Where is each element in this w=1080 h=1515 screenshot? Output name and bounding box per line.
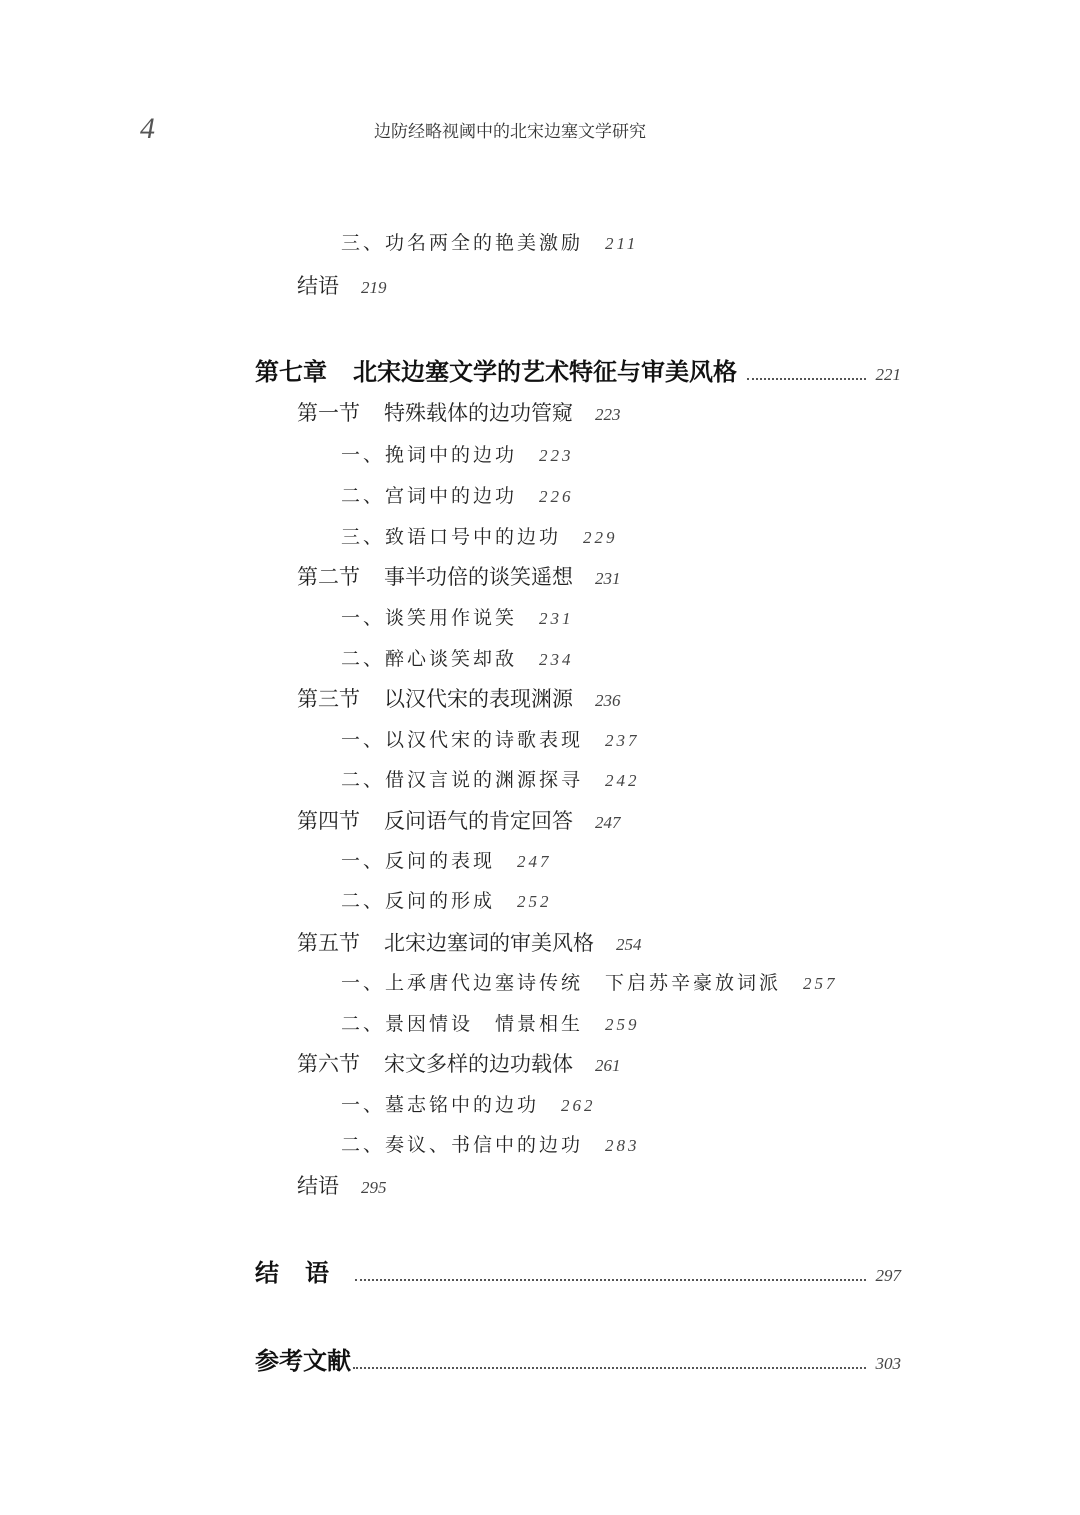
section-page: 236: [595, 691, 621, 710]
toc-item-page: 262: [561, 1096, 596, 1115]
conclusion-title: 结语: [255, 1258, 355, 1287]
section-page: 254: [616, 935, 642, 954]
leader-dots: [353, 1366, 866, 1369]
toc-item-page: 247: [517, 852, 552, 871]
section-page: 261: [595, 1056, 621, 1075]
section-page: 231: [595, 569, 621, 588]
toc-references[interactable]: [255, 1341, 901, 1376]
chapter-number: 第七章: [255, 357, 327, 386]
toc-item-title: 二、景因情设 情景相生: [341, 1013, 584, 1035]
toc-item[interactable]: [341, 228, 638, 255]
toc-item-title: 一、反问的表现: [341, 850, 496, 872]
toc-item-title: 二、奏议、书信中的边功: [341, 1134, 584, 1156]
toc-item[interactable]: [341, 440, 574, 467]
toc-item-title: 一、上承唐代边塞诗传统 下启苏辛豪放词派: [341, 972, 782, 994]
section-title: 以汉代宋的表现渊源: [384, 687, 573, 711]
toc-item-page: 211: [605, 234, 639, 253]
toc-item-title: 二、借汉言说的渊源探寻: [341, 769, 584, 791]
toc-item[interactable]: [341, 644, 574, 671]
toc-item-page: 252: [517, 892, 552, 911]
section-title: 北宋边塞词的审美风格: [384, 931, 594, 955]
section-title: 宋文多样的边功载体: [384, 1052, 573, 1076]
section-number: 第一节: [297, 401, 360, 425]
toc-conclusion[interactable]: [255, 1253, 901, 1288]
toc-section-conclusion[interactable]: [297, 1170, 387, 1200]
toc-item-title: 二、醉心谈笑却敌: [341, 648, 518, 670]
toc-item-page: 223: [539, 446, 574, 465]
section-title: 事半功倍的谈笑遥想: [384, 565, 573, 589]
toc-section[interactable]: [297, 927, 642, 957]
toc-item[interactable]: [341, 968, 838, 995]
section-page: 247: [595, 813, 621, 832]
section-number: 第三节: [297, 687, 360, 711]
section-number: 第二节: [297, 565, 360, 589]
toc-item[interactable]: [341, 1130, 640, 1157]
references-title: 参考文献: [255, 1346, 351, 1375]
section-number: 第六节: [297, 1052, 360, 1076]
section-title: 特殊载体的边功管窥: [384, 401, 573, 425]
toc-section[interactable]: [297, 397, 621, 427]
toc-item[interactable]: [341, 765, 640, 792]
toc-item[interactable]: [341, 725, 640, 752]
toc-item-page: 226: [539, 487, 574, 506]
toc-item-page: 242: [605, 771, 640, 790]
toc-item-page: 234: [539, 650, 574, 669]
toc-item-title: 三、功名两全的艳美激励: [341, 232, 584, 254]
toc-section[interactable]: [297, 561, 621, 591]
toc-chapter[interactable]: [255, 352, 901, 387]
section-number: 第四节: [297, 809, 360, 833]
toc-section-conclusion[interactable]: [297, 270, 387, 300]
chapter-title: 北宋边塞文学的艺术特征与审美风格: [353, 357, 737, 386]
toc-conclusion-page: 295: [361, 1178, 387, 1197]
toc-section[interactable]: [297, 683, 621, 713]
toc-item-title: 一、挽词中的边功: [341, 444, 518, 466]
references-page: 303: [875, 1354, 901, 1373]
section-number: 第五节: [297, 931, 360, 955]
toc-item[interactable]: [341, 1090, 596, 1117]
toc-item[interactable]: [341, 481, 574, 508]
toc-conclusion-page: 219: [361, 278, 387, 297]
toc-item[interactable]: [341, 1009, 640, 1036]
toc-item-title: 二、反问的形成: [341, 890, 496, 912]
toc-section[interactable]: [297, 805, 621, 835]
section-title: 反问语气的肯定回答: [384, 809, 573, 833]
page-number: 4: [140, 112, 155, 145]
toc-item-page: 237: [605, 731, 640, 750]
toc-item-title: 二、宫词中的边功: [341, 485, 518, 507]
toc-item-page: 259: [605, 1015, 640, 1034]
toc-item[interactable]: [341, 846, 552, 873]
toc-section[interactable]: [297, 1048, 621, 1078]
toc-conclusion-title: 结语: [297, 1174, 339, 1198]
running-header-title: 边防经略视阈中的北宋边塞文学研究: [374, 122, 646, 142]
toc-item-title: 一、谈笑用作说笑: [341, 607, 518, 629]
toc-item-page: 229: [583, 528, 618, 547]
leader-dots: [355, 1278, 866, 1281]
toc-item-title: 一、以汉代宋的诗歌表现: [341, 729, 584, 751]
conclusion-page: 297: [875, 1266, 901, 1285]
toc-conclusion-title: 结语: [297, 274, 339, 298]
toc-item[interactable]: [341, 522, 618, 549]
toc-item-page: 283: [605, 1136, 640, 1155]
toc-item[interactable]: [341, 886, 552, 913]
section-page: 223: [595, 405, 621, 424]
toc-item-page: 231: [539, 609, 574, 628]
chapter-page: 221: [875, 365, 901, 384]
toc-item[interactable]: [341, 603, 574, 630]
leader-dots: [747, 377, 866, 380]
toc-item-title: 一、墓志铭中的边功: [341, 1094, 540, 1116]
toc-item-title: 三、致语口号中的边功: [341, 526, 562, 548]
toc-item-page: 257: [803, 974, 838, 993]
